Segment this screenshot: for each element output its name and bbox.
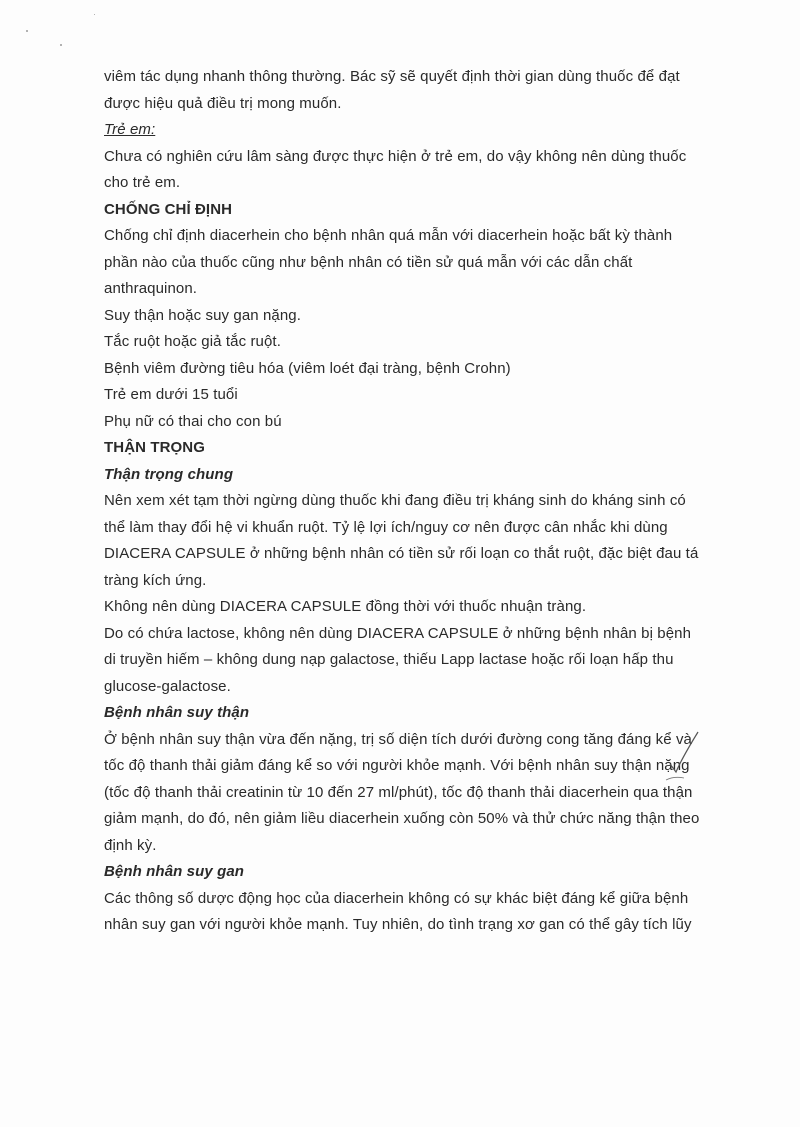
subsection-heading: Bệnh nhân suy gan bbox=[104, 863, 245, 880]
body-text-line: Chưa có nghiên cứu lâm sàng được thực hiện ở trẻ em, do vậy không nên dùng thuốc bbox=[104, 147, 687, 165]
section-heading: CHỐNG CHỈ ĐỊNH bbox=[104, 200, 233, 218]
subsection-heading: Bệnh nhân suy thận bbox=[104, 704, 250, 721]
group-label: Trẻ em: bbox=[104, 121, 156, 138]
body-text-line: giảm mạnh, do đó, nên giảm liều diacerhein xuống còn 50% và thử chức năng thận theo bbox=[104, 810, 700, 827]
body-text-line: viêm tác dụng nhanh thông thường. Bác sỹ sẽ quyết định thời gian dùng thuốc để đạt bbox=[104, 68, 680, 85]
handwritten-tick-icon bbox=[664, 728, 704, 788]
body-text-line: DIACERA CAPSULE ở những bệnh nhân có tiền sử rối loạn co thắt ruột, đặc biệt đau tá bbox=[104, 545, 699, 562]
body-text-line: di truyền hiếm – không dung nạp galactose, thiếu Lapp lactase hoặc rối loạn hấp thu bbox=[104, 651, 674, 668]
body-text-line: anthraquinon. bbox=[104, 280, 198, 297]
body-text-line: phần nào của thuốc cũng như bệnh nhân có tiền sử quá mẫn với các dẫn chất bbox=[104, 253, 633, 271]
body-text-line: Nên xem xét tạm thời ngừng dùng thuốc khi đang điều trị kháng sinh do kháng sinh có bbox=[104, 492, 686, 509]
subsection-heading: Thận trọng chung bbox=[104, 465, 234, 483]
body-text-line: (tốc độ thanh thải creatinin từ 10 đến 27 ml/phút), tốc độ thanh thải diacerhein qua thận bbox=[104, 783, 693, 801]
body-text-line: thể làm thay đổi hệ vi khuẩn ruột. Tỷ lệ lợi ích/nguy cơ nên được cân nhắc khi dùng bbox=[104, 518, 668, 536]
body-text-line: định kỳ. bbox=[104, 836, 157, 854]
body-text-line: tràng kích ứng. bbox=[104, 571, 207, 589]
scan-speck bbox=[94, 14, 95, 15]
body-text-line: được hiệu quả điều trị mong muốn. bbox=[104, 94, 342, 112]
body-text-line: Các thông số dược động học của diacerhein không có sự khác biệt đáng kể giữa bệnh bbox=[104, 889, 689, 907]
section-heading: THẬN TRỌNG bbox=[104, 439, 205, 456]
body-text-line: Do có chứa lactose, không nên dùng DIACERA CAPSULE ở những bệnh nhân bị bệnh bbox=[104, 624, 692, 642]
body-text-line: Phụ nữ có thai cho con bú bbox=[104, 412, 282, 430]
body-text-line: Trẻ em dưới 15 tuổi bbox=[104, 386, 238, 403]
body-text-line: Chống chỉ định diacerhein cho bệnh nhân quá mẫn với diacerhein hoặc bất kỳ thành bbox=[104, 227, 673, 244]
body-text-line: Bệnh viêm đường tiêu hóa (viêm loét đại tràng, bệnh Crohn) bbox=[104, 359, 511, 377]
body-text-line: tốc độ thanh thải giảm đáng kể so với người khỏe mạnh. Với bệnh nhân suy thận nặng bbox=[104, 757, 690, 774]
body-text-line: glucose-galactose. bbox=[104, 677, 231, 695]
body-text-line: cho trẻ em. bbox=[104, 174, 181, 191]
body-text-line: Suy thận hoặc suy gan nặng. bbox=[104, 306, 302, 324]
body-text-line: nhân suy gan với người khỏe mạnh. Tuy nhiên, do tình trạng xơ gan có thể gây tích lũy bbox=[104, 916, 692, 933]
scan-speck bbox=[26, 30, 28, 32]
body-text-line: Không nên dùng DIACERA CAPSULE đồng thời với thuốc nhuận tràng. bbox=[104, 598, 587, 615]
scan-speck bbox=[60, 44, 62, 46]
body-text-line: Ở bệnh nhân suy thận vừa đến nặng, trị số diện tích dưới đường cong tăng đáng kể và bbox=[104, 730, 693, 748]
body-text-line: Tắc ruột hoặc giả tắc ruột. bbox=[104, 333, 281, 350]
document-body bbox=[104, 64, 744, 939]
